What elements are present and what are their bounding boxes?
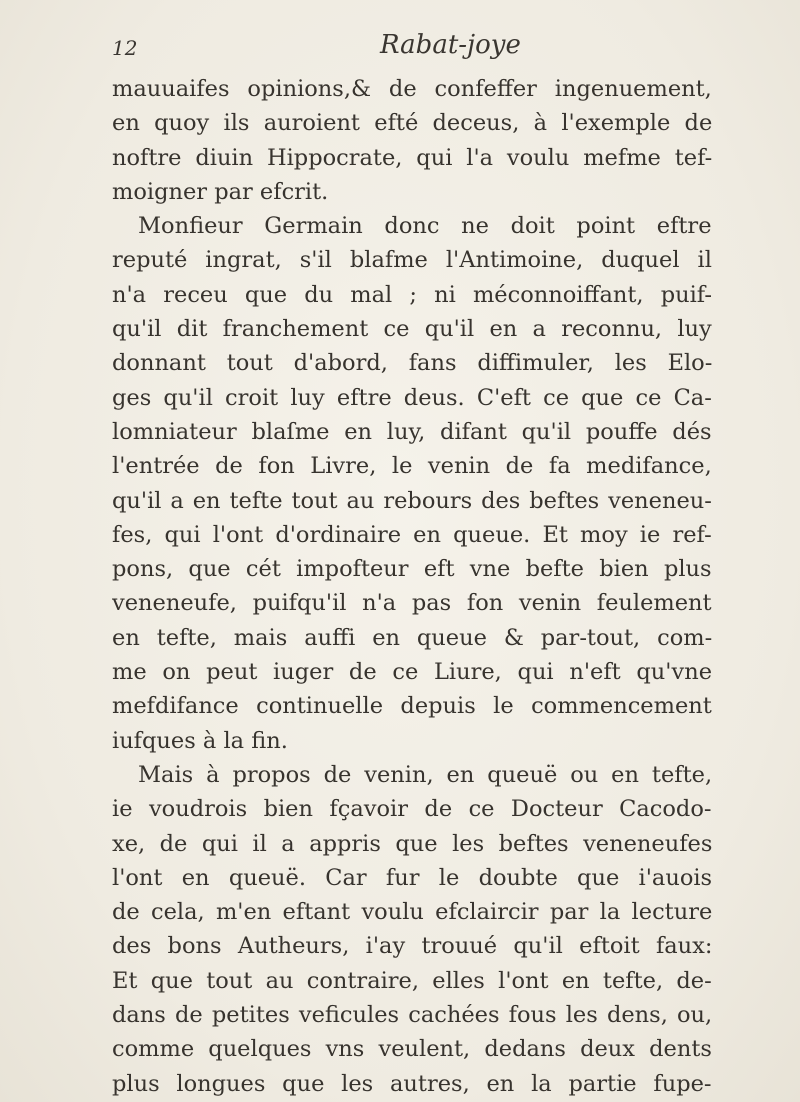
text-line: plus longues que les autres, en la partie fupe- bbox=[112, 1070, 712, 1097]
text-line: qu'il dit franchement ce qu'il en a reconnu, luy bbox=[112, 316, 712, 343]
text-line: n'a receu que du mal ; ni méconnoiffant, puif- bbox=[112, 281, 712, 308]
paragraph-start-line: Mais à propos de venin, en queuë ou en tefte, bbox=[138, 761, 712, 788]
text-line: comme quelques vns veulent, dedans deux dents bbox=[112, 1036, 712, 1063]
page-header bbox=[112, 30, 712, 70]
text-line: de cela, m'en eftant voulu efclaircir par la lecture bbox=[112, 899, 712, 926]
text-line: l'ont en queuë. Car fur le doubte que i'auois bbox=[112, 864, 712, 891]
text-line: moigner par efcrit. bbox=[112, 178, 329, 205]
text-line: fes, qui l'ont d'ordinaire en queue. Et moy ie ref- bbox=[112, 521, 712, 548]
text-line: lomniateur blaſme en luy, difant qu'il pouffe dés bbox=[112, 418, 712, 445]
text-line: Et que tout au contraire, elles l'ont en tefte, de- bbox=[112, 967, 712, 994]
text-line: me on peut iuger de ce Liure, qui n'eft qu'vne bbox=[112, 659, 712, 686]
text-line: dans de petites veficules cachées fous les dens, ou, bbox=[112, 1002, 712, 1029]
text-line: veneneufe, puifqu'il n'a pas fon venin feulement bbox=[112, 590, 712, 617]
body-text bbox=[112, 72, 712, 1101]
paragraph-start-line: Monfieur Germain donc ne doit point eftre bbox=[138, 213, 712, 240]
text-line: mauuaifes opinions,& de confeffer ingenuement, bbox=[112, 76, 712, 102]
text-line: reputé ingrat, s'il blafme l'Antimoine, duquel il bbox=[112, 247, 712, 274]
running-title: Rabat-joye bbox=[380, 30, 521, 60]
text-line: mefdifance continuelle depuis le commencement bbox=[112, 693, 712, 720]
text-line: xe, de qui il a appris que les beftes veneneufes bbox=[112, 830, 712, 857]
text-line: en quoy ils auroient efté deceus, à l'exemple de bbox=[112, 110, 712, 137]
text-line: l'entrée de fon Livre, le venin de fa medifance, bbox=[112, 453, 712, 480]
page-number: 12 bbox=[112, 36, 138, 60]
text-line: iufques à la fin. bbox=[112, 727, 288, 754]
text-line: donnant tout d'abord, fans diffimuler, les Elo- bbox=[112, 350, 712, 377]
text-line: qu'il a en tefte tout au rebours des beftes veneneu- bbox=[112, 487, 712, 514]
text-line: des bons Autheurs, i'ay trouué qu'il eftoit faux: bbox=[112, 933, 712, 960]
text-line: noftre diuin Hippocrate, qui l'a voulu mefme tef- bbox=[112, 144, 712, 171]
text-line: pons, que cét impofteur eft vne befte bien plus bbox=[112, 556, 712, 583]
text-line: ges qu'il croit luy eftre deus. C'eft ce que ce Ca- bbox=[112, 384, 712, 411]
text-line: ie voudrois bien fçavoir de ce Docteur Cacodo- bbox=[112, 796, 712, 823]
text-line: en tefte, mais auffi en queue & par-tout, com- bbox=[112, 624, 712, 651]
